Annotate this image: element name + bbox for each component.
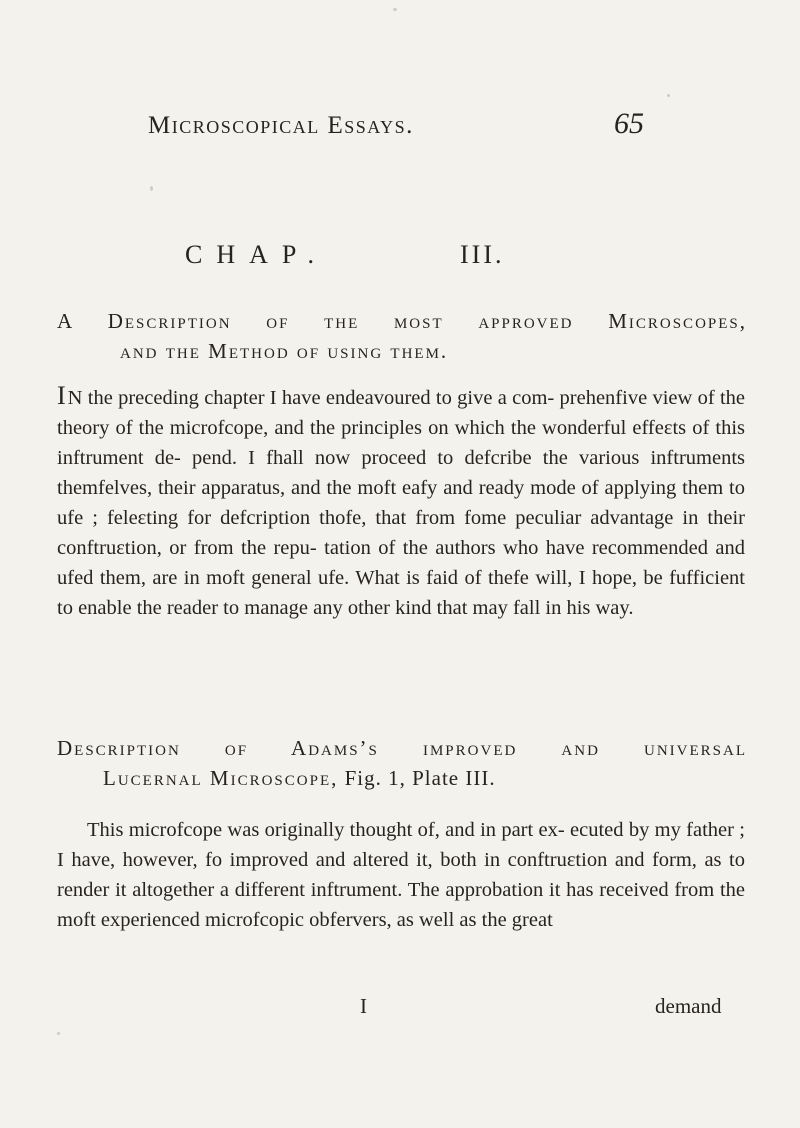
drop-initial: I [57,381,66,410]
chapter-number: III. [460,240,505,269]
intro-paragraph-text: N the preceding chapter I have endeavoured to give a com- prehenfive view of the theory of the microfcope, and the principles on which the wonderful effeɛts of this inftrument de- pend. I fhall now proceed to defcribe the various inftruments themfelves, their apparatus, and the moft eafy and ready mode of applying them to ufe ; feleɛting for defcription thofe, that from fome peculiar advantage in their conftruɛtion, or from the repu- tation of the authors who have recommended and ufed them, are in moft general ufe. What is faid of thefe will, I hope, be fufficient to enable the reader to manage any other kind that may fall in his way. [57,387,745,619]
catchword: demand [655,994,722,1018]
subheading-figure-ref: Fig. 1, Plate III. [338,766,496,790]
subheading-caps: Lucernal Microscope, [103,766,339,790]
paper-speck [393,8,397,11]
section-title-line-1: A Description of the most approved Microscopes, [57,309,747,333]
running-head-title: Microscopical Essays. [148,112,414,139]
subheading-line-2 [103,766,496,791]
chapter-label: CHAP. [185,240,328,269]
paper-speck [150,186,153,191]
second-paragraph: This microfcope was originally thought of, and in part ex- ecuted by my father ; I have, however, fo improved and altered it, both in conftruɛtion and form, as to render it altogether a different inftrument. The approbation it has received from the moft experienced microfcopic obfervers, as well as the great [57,819,745,931]
signature-mark: I [360,994,367,1018]
paper-speck [57,1032,60,1035]
intro-paragraph [57,383,745,623]
section-title-line-2: and the Method of using them. [120,339,449,363]
subheading-line-1: Description of Adams’s improved and universal [57,736,747,760]
page-number: 65 [614,107,644,140]
paper-speck [667,94,670,97]
